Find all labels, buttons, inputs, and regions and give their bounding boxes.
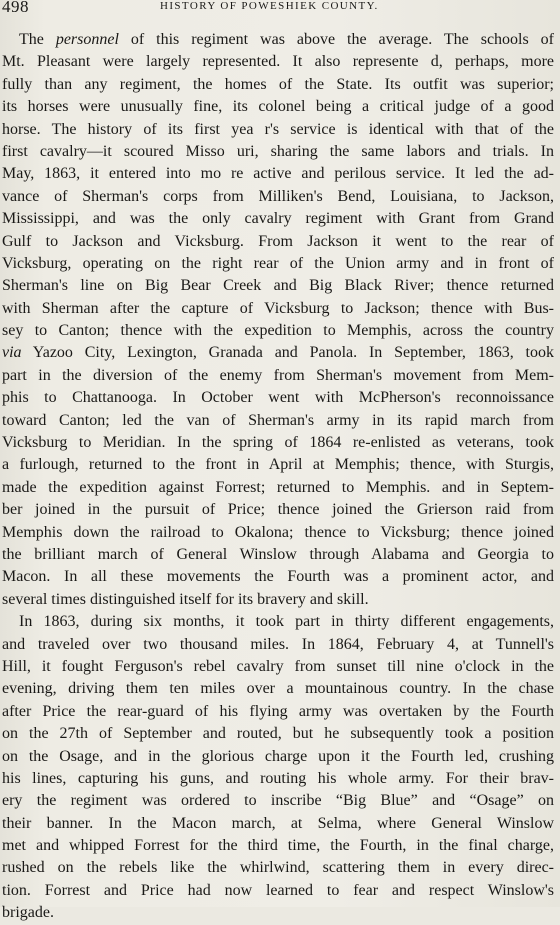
- text-line: [2, 298, 554, 320]
- text-run: The: [19, 31, 56, 48]
- text-run: rushed on the rebels like the whirlwind, scattering them in every direc-: [2, 859, 554, 877]
- text-run: of this regiment was above the average. The schools of: [118, 31, 555, 48]
- text-run: Mt. Pleasant were largely represented. It also represente d, perhaps, more: [2, 53, 554, 71]
- text-line: [2, 499, 554, 521]
- text-run: phis to Chattanooga. In October went with McPherson's reconnoissance: [2, 389, 554, 407]
- text-line: [2, 544, 554, 566]
- text-line: [2, 522, 554, 544]
- text-line: [2, 163, 554, 185]
- text-line: [2, 141, 554, 163]
- text-line: [2, 902, 554, 924]
- text-line: [2, 611, 554, 633]
- page-header: [0, 0, 560, 14]
- text-run: ery the regiment was ordered to inscribe “Big Blue” and “Osage” on: [2, 792, 554, 810]
- text-run: Sherman's line on Big Bear Creek and Big Black River; thence returned: [2, 277, 554, 295]
- text-run: with Sherman after the capture of Vicksburg to Jackson; thence with Bus-: [2, 299, 554, 317]
- text-line: [2, 253, 554, 275]
- text-line: [2, 723, 554, 745]
- text-run: ber joined in the pursuit of Price; thence joined the Grierson raid from: [2, 501, 554, 519]
- text-run: a furlough, returned to the front in April at Memphis; thence, with Sturgis,: [2, 456, 554, 474]
- text-line: [2, 566, 554, 588]
- text-run: Yazoo City, Lexington, Granada and Panola. In September, 1863, took: [21, 344, 554, 362]
- page-number: 498: [2, 0, 29, 16]
- text-line: [2, 701, 554, 723]
- text-run: In 1863, during six months, it took part in thirty different engagements,: [19, 613, 554, 631]
- paragraph: [2, 611, 554, 924]
- text-line: [2, 320, 554, 342]
- text-line: [2, 186, 554, 208]
- text-line: [2, 432, 554, 454]
- text-run: Vicksburg, operating on the right rear of the Union army and in front of: [2, 254, 554, 272]
- text-run: met and whipped Forrest for the third time, the Fourth, in the final charge,: [2, 837, 554, 855]
- text-line: [2, 813, 554, 835]
- text-run: on the Osage, and in the glorious charge upon it the Fourth led, crushing: [2, 747, 554, 765]
- text-line: [2, 790, 554, 812]
- paragraph: [2, 29, 554, 611]
- text-line: [2, 342, 554, 364]
- text-line: [2, 387, 554, 409]
- text-line: [2, 835, 554, 857]
- text-line: [2, 454, 554, 476]
- text-run: Macon. In all these movements the Fourth was a prominent actor, and: [2, 568, 554, 586]
- text-run: part in the diversion of the enemy from Sherman's movement from Mem-: [2, 366, 554, 384]
- text-run: and traveled over two thousand miles. In 1864, February 4, at Tunnell's: [2, 635, 554, 653]
- text-line: [2, 634, 554, 656]
- text-line: [2, 208, 554, 230]
- text-run: on the 27th of September and routed, but he subsequently took a position: [2, 725, 554, 743]
- body-text: [2, 29, 554, 925]
- text-run: fully than any regiment, the homes of the State. Its outfit was superior;: [2, 75, 554, 93]
- text-run: the brilliant march of General Winslow through Alabama and Georgia to: [2, 545, 554, 563]
- text-line: [2, 365, 554, 387]
- text-line: [2, 275, 554, 297]
- italic-text-run: personnel: [55, 31, 119, 48]
- text-run: vance of Sherman's corps from Milliken's Bend, Louisiana, to Jackson,: [2, 187, 554, 205]
- text-run: horse. The history of its first yea r's service is identical with that of the: [2, 120, 554, 138]
- text-run: Hill, it fought Ferguson's rebel cavalry from sunset till nine o'clock in the: [2, 657, 554, 675]
- text-line: [2, 656, 554, 678]
- text-line: [2, 477, 554, 499]
- text-line: [2, 119, 554, 141]
- text-run: its horses were unusually fine, its colonel being a critical judge of a good: [2, 98, 554, 116]
- text-run: his lines, capturing his guns, and routing his whole army. For their brav-: [2, 769, 554, 787]
- text-run: brigade.: [2, 904, 54, 922]
- text-run: Mississippi, and was the only cavalry regiment with Grant from Grand: [2, 210, 554, 228]
- text-run: several times distinguished itself for its bravery and skill.: [2, 590, 369, 608]
- text-run: their banner. In the Macon march, at Selma, where General Winslow: [2, 814, 554, 832]
- text-line: [2, 746, 554, 768]
- text-run: made the expedition against Forrest; returned to Memphis. and in Septem-: [2, 478, 554, 496]
- text-line: [2, 410, 554, 432]
- text-run: after Price the rear-guard of his flying army was overtaken by the Fourth: [2, 702, 554, 720]
- text-run: Vicksburg to Meridian. In the spring of 1864 re-enlisted as veterans, took: [2, 434, 554, 452]
- text-run: Memphis down the railroad to Okalona; thence to Vicksburg; thence joined: [2, 523, 554, 541]
- text-line: [2, 231, 554, 253]
- text-run: first cavalry—it scoured Misso uri, sharing the same labors and trials. In: [2, 142, 554, 160]
- text-line: [2, 96, 554, 118]
- text-line: [2, 880, 554, 902]
- text-line: [2, 589, 554, 611]
- text-run: evening, driving them ten miles over a mountainous country. In the chase: [2, 680, 554, 698]
- italic-text-run: via: [2, 344, 22, 362]
- text-run: May, 1863, it entered into mo re active and perilous service. It led the ad-: [2, 165, 554, 183]
- text-run: sey to Canton; thence with the expedition to Memphis, across the country: [2, 322, 554, 340]
- text-run: toward Canton; led the van of Sherman's army in its rapid march from: [2, 411, 554, 429]
- text-line: [2, 74, 554, 96]
- text-line: [2, 29, 554, 51]
- text-line: [2, 51, 554, 73]
- running-title: HISTORY OF POWESHIEK COUNTY.: [160, 0, 379, 12]
- text-line: [2, 678, 554, 700]
- text-line: [2, 857, 554, 879]
- text-run: tion. Forrest and Price had now learned to fear and respect Winslow's: [2, 881, 554, 899]
- text-line: [2, 768, 554, 790]
- text-run: Gulf to Jackson and Vicksburg. From Jackson it went to the rear of: [2, 232, 554, 250]
